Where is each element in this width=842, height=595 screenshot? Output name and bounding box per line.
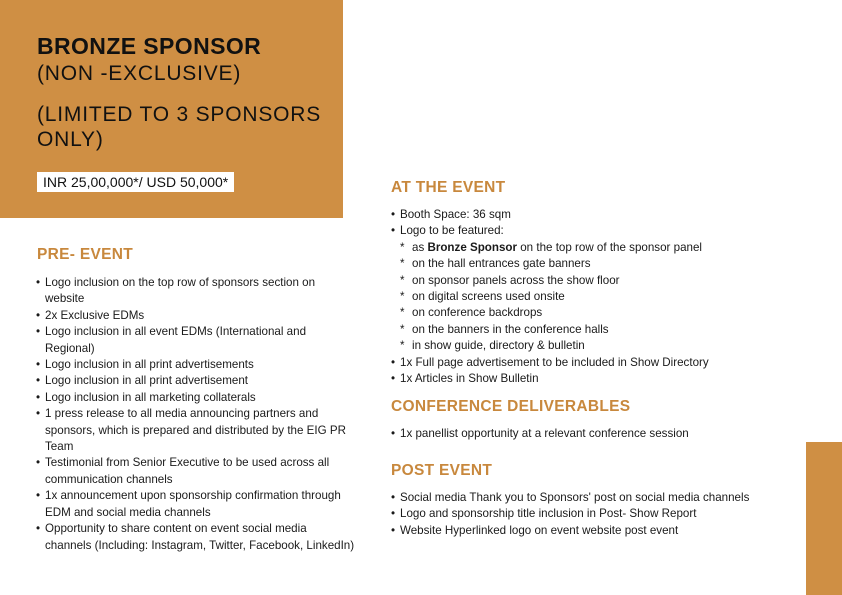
list-item: • Logo inclusion in all print advertisements — [36, 357, 356, 373]
list-item: • 1x Full page advertisement to be included in Show Directory — [391, 355, 801, 371]
sponsor-limit-note: (LIMITED TO 3 SPONSORS ONLY) — [37, 103, 322, 151]
logo-placement-item: * as Bronze Sponsor on the top row of the sponsor panel — [391, 240, 801, 256]
list-item: • Social media Thank you to Sponsors' post on social media channels — [391, 490, 786, 506]
page-title: BRONZE SPONSOR — [37, 33, 262, 59]
bronze-sponsor-label: Bronze Sponsor — [427, 240, 518, 254]
post-event-heading: POST EVENT — [391, 462, 493, 479]
list-item: • Logo to be featured: — [391, 223, 801, 239]
list-item: • Logo inclusion in all event EDMs (International and Regional) — [36, 324, 356, 357]
star-marker: * — [400, 257, 405, 271]
conference-list — [391, 426, 801, 442]
list-item: • Website Hyperlinked logo on event website post event — [391, 523, 786, 539]
at-event-list — [391, 207, 801, 387]
header-panel — [0, 0, 343, 218]
post-event-list — [391, 490, 786, 539]
logo-placement-item: * on the hall entrances gate banners — [391, 256, 801, 272]
price-badge: INR 25,00,000*/ USD 50,000* — [37, 172, 234, 192]
pre-event-heading: PRE- EVENT — [37, 246, 134, 263]
logo-placement-item: * on sponsor panels across the show floor — [391, 273, 801, 289]
list-item: • Logo inclusion on the top row of sponsors section on website — [36, 275, 356, 308]
list-item: • Logo and sponsorship title inclusion in Post- Show Report — [391, 506, 786, 522]
list-item: • Opportunity to share content on event social media channels (Including: Instagram, Twitter, Facebook, LinkedIn) — [36, 521, 356, 554]
star-marker: * — [400, 273, 405, 287]
list-item: • 1 press release to all media announcing partners and sponsors, which is prepared and distributed by the EIG PR Team — [36, 406, 356, 455]
pre-event-list — [36, 275, 356, 554]
list-item: • 1x panellist opportunity at a relevant conference session — [391, 426, 801, 442]
star-marker: * — [400, 240, 405, 254]
star-marker: * — [400, 322, 405, 336]
star-marker: * — [400, 290, 405, 304]
list-item: • 1x Articles in Show Bulletin — [391, 371, 801, 387]
decorative-accent-bar — [806, 442, 842, 595]
list-item: • 2x Exclusive EDMs — [36, 308, 356, 324]
logo-placement-item: * on the banners in the conference halls — [391, 322, 801, 338]
conference-heading: CONFERENCE DELIVERABLES — [391, 398, 631, 415]
star-marker: * — [400, 339, 405, 353]
list-item: • Booth Space: 36 sqm — [391, 207, 801, 223]
list-item: • 1x announcement upon sponsorship confirmation through EDM and social media channels — [36, 488, 356, 521]
at-event-heading: AT THE EVENT — [391, 179, 506, 196]
logo-placement-item: * in show guide, directory & bulletin — [391, 338, 801, 354]
list-item: • Testimonial from Senior Executive to be used across all communication channels — [36, 455, 356, 488]
exclusivity-note: (NON -EXCLUSIVE) — [37, 62, 242, 85]
list-item: • Logo inclusion in all marketing collaterals — [36, 390, 356, 406]
star-marker: * — [400, 306, 405, 320]
list-item: • Logo inclusion in all print advertisement — [36, 373, 356, 389]
logo-placement-item: * on conference backdrops — [391, 305, 801, 321]
logo-placement-item: * on digital screens used onsite — [391, 289, 801, 305]
